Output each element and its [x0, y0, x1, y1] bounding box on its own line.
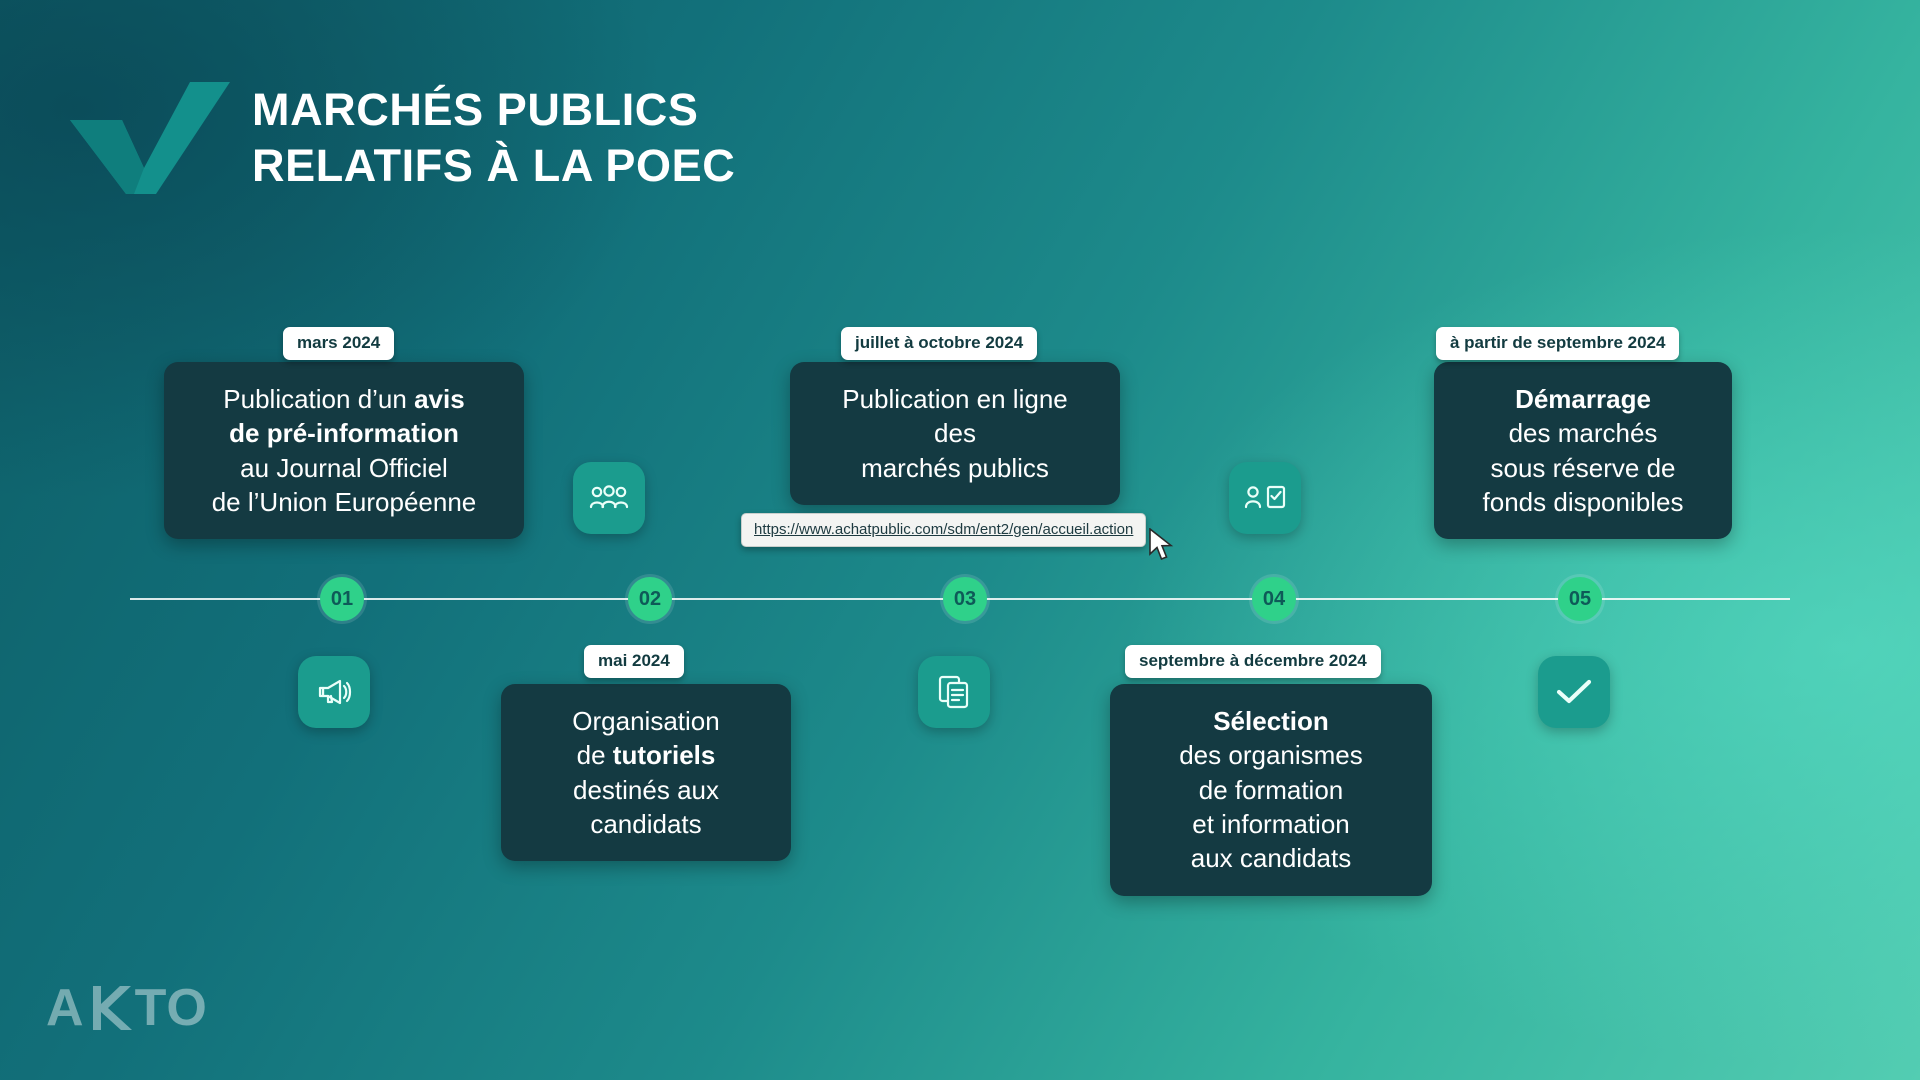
akto-k-mark: [87, 982, 133, 1034]
akto-logo-right: TO: [134, 979, 208, 1037]
date-pill-02: mai 2024: [584, 645, 684, 678]
page-title: [252, 82, 735, 195]
title-line-2: RELATIFS À LA POEC: [252, 140, 736, 192]
mouse-cursor: [1148, 528, 1174, 562]
step-card-03: Publication en ligne des marchés publics: [790, 362, 1120, 505]
step-card-05: Démarrage des marchés sous réserve de fonds disponibles: [1434, 362, 1732, 539]
header: [64, 72, 735, 196]
timeline-node-05[interactable]: 05: [1558, 577, 1602, 621]
documents-icon: [918, 656, 990, 728]
check-mark-logo: [64, 76, 232, 196]
megaphone-icon: [298, 656, 370, 728]
date-pill-04: septembre à décembre 2024: [1125, 645, 1381, 678]
achatpublic-link[interactable]: https://www.achatpublic.com/sdm/ent2/gen/accueil.action: [754, 521, 1134, 538]
timeline-node-02[interactable]: 02: [628, 577, 672, 621]
person-checklist-icon: [1229, 462, 1301, 534]
akto-logo-left: A: [46, 979, 85, 1037]
date-pill-01: mars 2024: [283, 327, 394, 360]
date-pill-03: juillet à octobre 2024: [841, 327, 1037, 360]
timeline-node-04[interactable]: 04: [1252, 577, 1296, 621]
timeline-node-01[interactable]: 01: [320, 577, 364, 621]
step-card-02: Organisation de tutoriels destinés aux candidats: [501, 684, 791, 861]
step-card-01: Publication d’un avis de pré-information au Journal Officiel de l’Union Européenne: [164, 362, 524, 539]
title-line-1: MARCHÉS PUBLICS: [252, 84, 699, 135]
check-badge-icon: [1538, 656, 1610, 728]
timeline-node-03[interactable]: 03: [943, 577, 987, 621]
date-pill-05: à partir de septembre 2024: [1436, 327, 1679, 360]
group-people-icon: [573, 462, 645, 534]
link-tooltip[interactable]: [741, 513, 1146, 547]
akto-logo: [46, 978, 208, 1038]
step-card-04: Sélection des organismes de formation et information aux candidats: [1110, 684, 1432, 896]
